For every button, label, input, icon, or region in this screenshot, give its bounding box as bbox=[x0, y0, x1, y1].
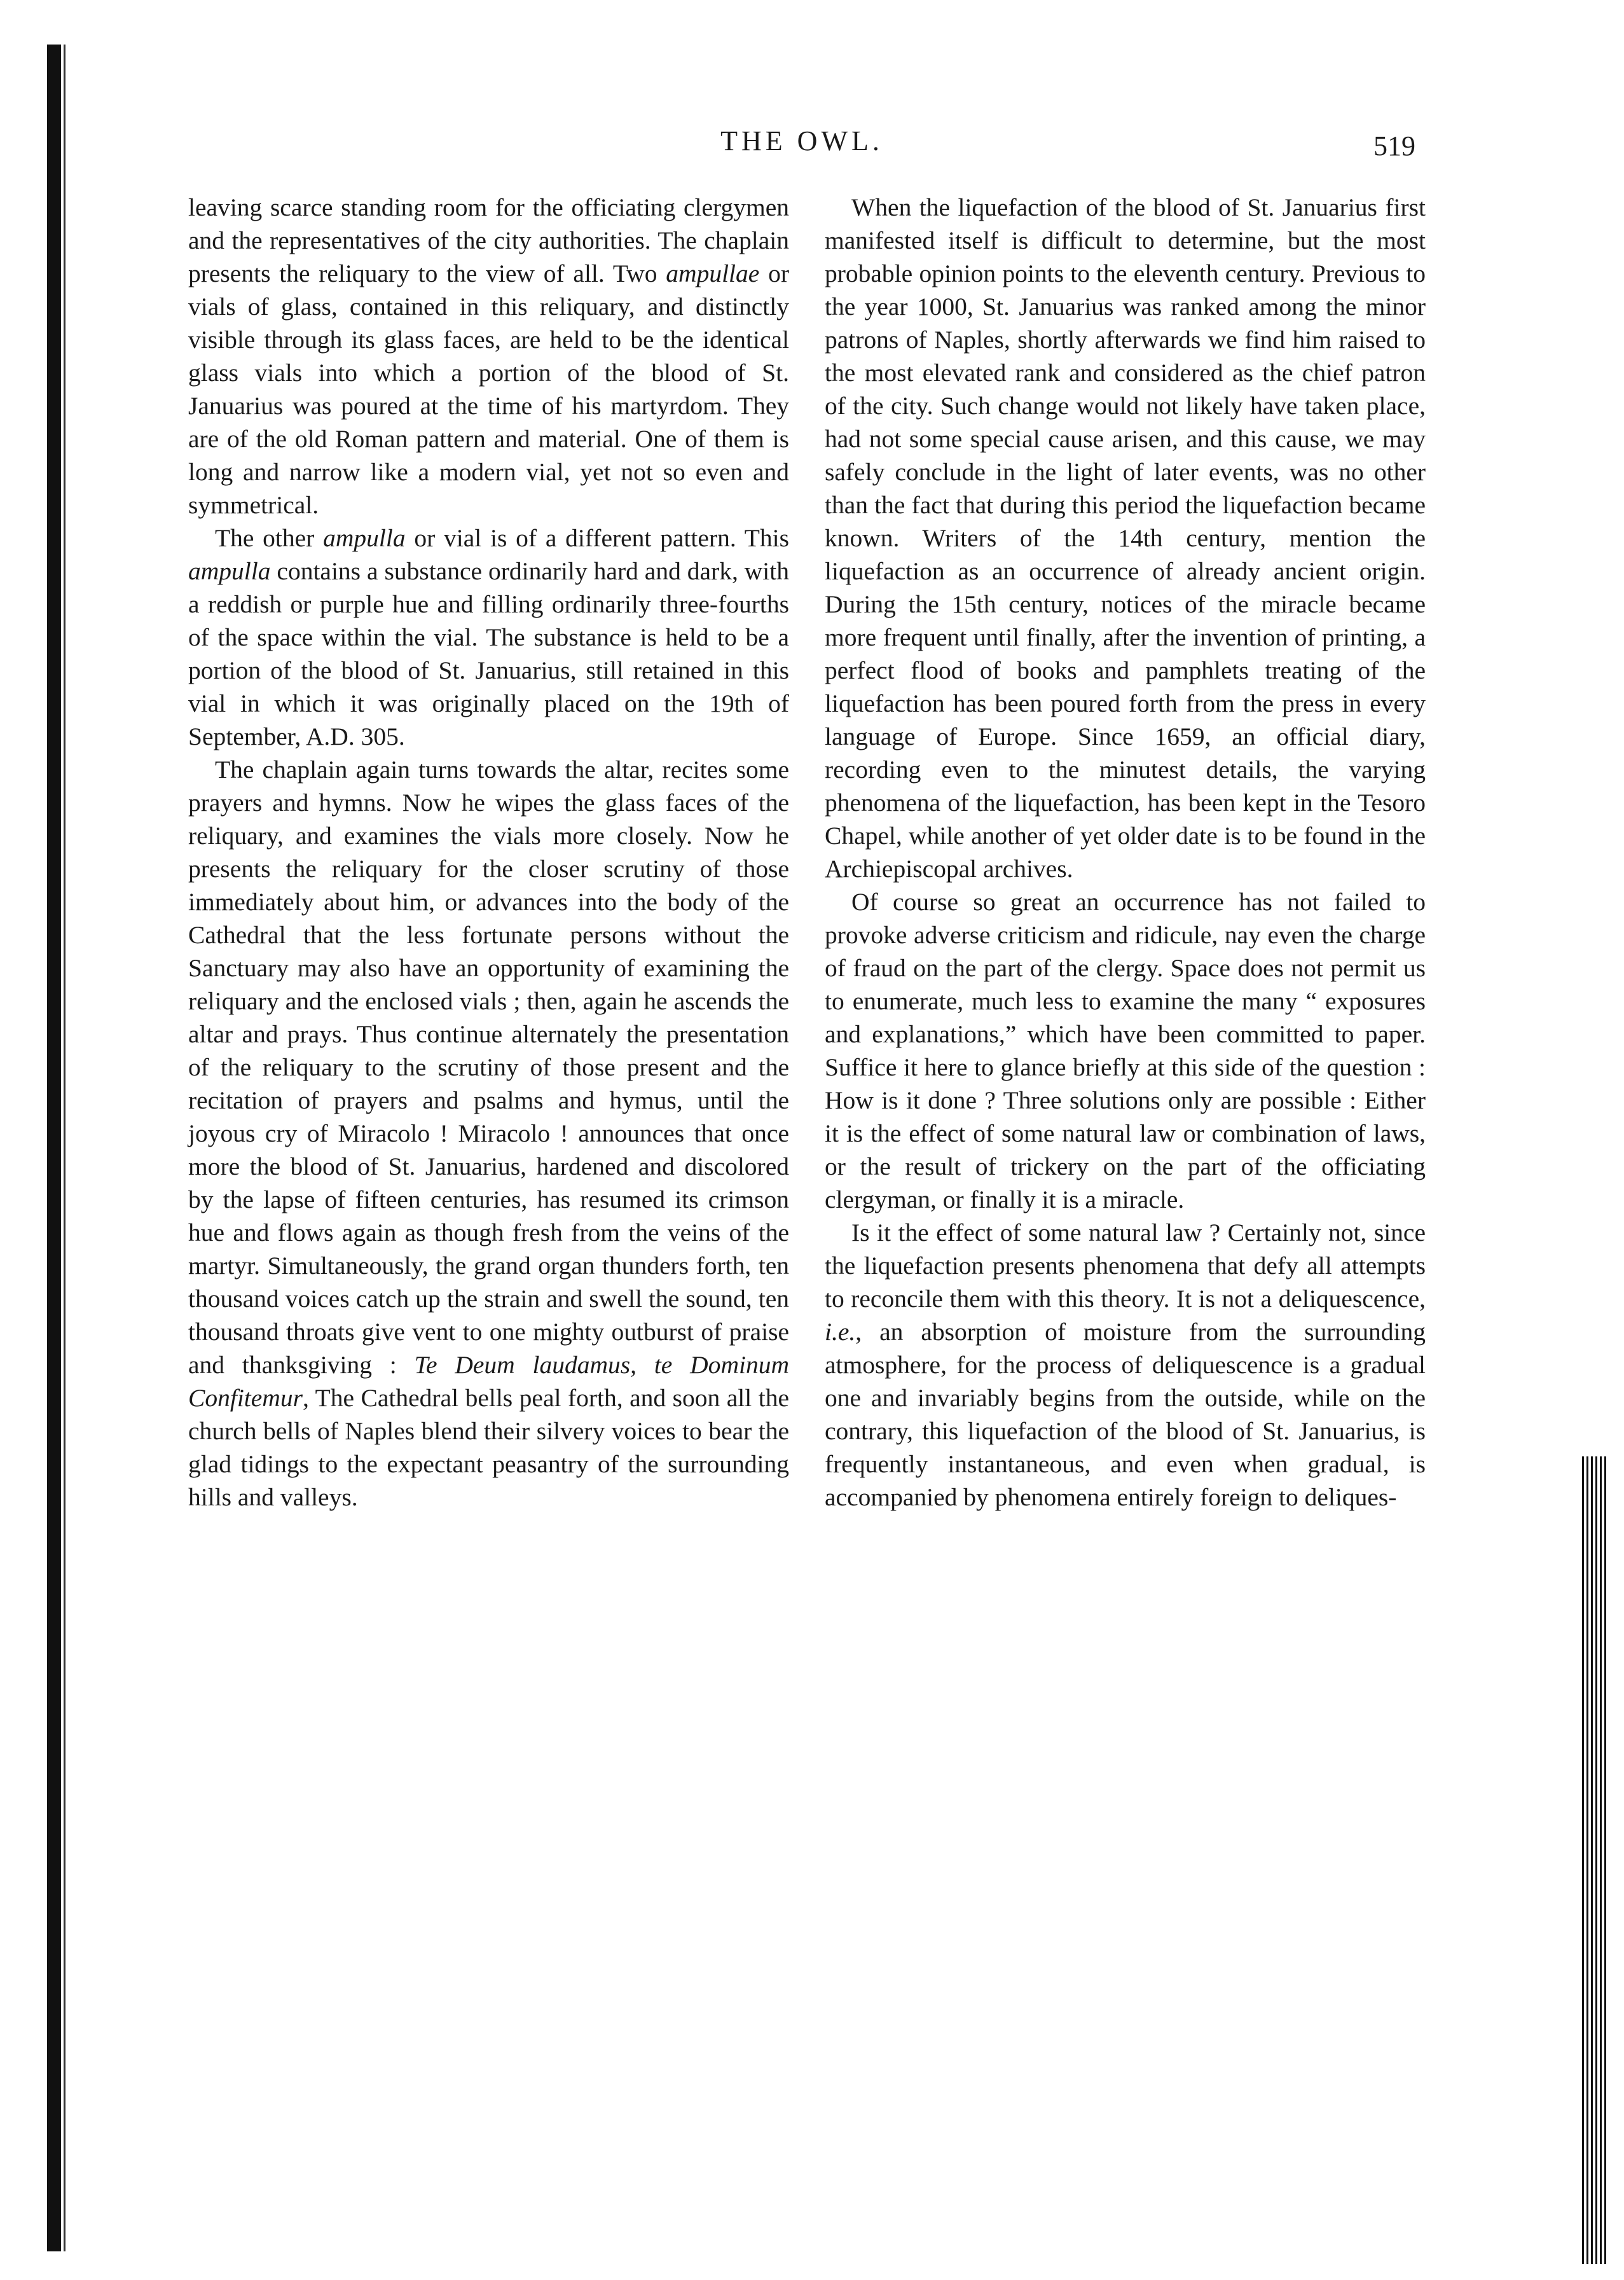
page-number: 519 bbox=[1373, 130, 1415, 162]
scan-page-edge bbox=[1582, 1456, 1607, 2264]
scan-binding-edge bbox=[47, 45, 61, 2251]
paragraph: Of course so great an occurrence has not failed to provoke adverse criticism and ridicule, nay even the charge of fraud on the part of the clergy. Space does not permit us to enumerate, much less to examine the many “ exposures and explanations,” which have been committed to paper. Suffice it here to glance briefly at this side of the question : How is it done ? Three solutions only are possible : Either it is the effect of some natural law or combination of laws, or the result of trickery on the part of the officiating clergyman, or finally it is a miracle. bbox=[825, 888, 1426, 1213]
running-title: THE OWL. bbox=[720, 125, 883, 156]
text-run: , The Cathedral bells peal forth, and soon all the church bells of Naples blend their silvery voices to bear the glad tidings to the expectant peasantry of the surrounding hills and valleys. bbox=[188, 1384, 789, 1511]
italic-term: ampulla bbox=[323, 524, 406, 552]
text-run: The chaplain again turns towards the altar, recites some prayers and hymns. Now he wipes the glass faces of the reliquary, and examines the vials more closely. Now he presents the reliquary for the closer scrutiny of those immediately about him, or advances into the body of the Cathedral that the less fortunate persons without the Sanctuary may also have an opportunity of examining the reliquary and the enclosed vials ; then, again he ascends the altar and prays. Thus continue alternately the presentation of the reliquary to the scrutiny of those present and the recitation of prayers and psalms and hymus, until the joyous cry of Miracolo ! Miracolo ! announces that once more the blood of St. Januarius, hardened and discolored by the lapse of fifteen centuries, has resumed its crimson hue and flows again as though fresh from the veins of the martyr. Simultaneously, the grand organ thunders forth, ten thousand voices catch up the strain and swell the sound, ten thousand throats give vent to one mighty outburst of praise and thanksgiving : bbox=[188, 756, 789, 1379]
text-run: , an absorption of moisture from the surrounding atmosphere, for the process of deliquescence is a gradual one and invariably begins from the outside, while on the contrary, this liquefaction of the blood of St. Januarius, is frequently instantaneous, and even when gradual, is accompanied by phenomena entirely foreign to deliques- bbox=[825, 1318, 1426, 1511]
text-run: leaving scarce standing room for the officiating clergymen and the representatives of the city authorities. The chaplain presents the reliquary to the view of all. Two bbox=[188, 193, 789, 287]
text-run: or vial is of a different pattern. This bbox=[405, 524, 790, 552]
paragraph bbox=[825, 1216, 1426, 1514]
italic-latin-phrase: Te Deum laudamus, te Dominum Confitemur bbox=[188, 1351, 789, 1412]
left-column bbox=[188, 191, 789, 1514]
text-run: Is it the effect of some natural law ? Certainly not, since the liquefaction presents phenomena that defy all attempts to reconcile them with this theory. It is not a deliquescence, bbox=[825, 1219, 1426, 1313]
paragraph bbox=[188, 753, 789, 1514]
paragraph: When the liquefaction of the blood of St. Januarius first manifested itself is difficult to determine, but the most probable opinion points to the eleventh century. Previous to the year 1000, St. Januarius was ranked among the minor patrons of Naples, shortly afterwards we find him raised to the most elevated rank and considered as the chief patron of the city. Such change would not likely have taken place, had not some special cause arisen, and this cause, we may safely conclude in the light of later events, was no other than the fact that during this period the liquefaction became known. Writers of the 14th century, mention the liquefaction as an occurrence of already ancient origin. During the 15th century, notices of the miracle became more frequent until finally, after the invention of printing, a perfect flood of books and pamphlets treating of the liquefaction has been poured forth from the press in every language of Europe. Since 1659, an official diary, recording even to the minutest details, the varying phenomena of the liquefaction, has been kept in the Tesoro Chapel, while another of yet older date is to be found in the Archiepiscopal archives. bbox=[825, 193, 1426, 883]
paragraph bbox=[188, 522, 789, 753]
text-run: or vials of glass, contained in this reliquary, and distinctly visible through its glass faces, are held to be the identical glass vials into which a portion of the blood of St. Januarius was poured at the time of his martyrdom. They are of the old Roman pattern and material. One of them is long and narrow like a modern vial, yet not so even and symmetrical. bbox=[188, 259, 790, 519]
running-head bbox=[188, 125, 1415, 169]
text-run: The other bbox=[215, 524, 324, 552]
italic-term: ampulla bbox=[188, 557, 271, 585]
text-run: contains a substance ordinarily hard and dark, with a reddish or purple hue and filling ordinarily three-fourths of the space within the vial. The substance is held to be a portion of the blood of St. Januarius, still retained in this vial in which it was originally placed on the 19th of September, A.D. 305. bbox=[188, 557, 789, 750]
paragraph bbox=[188, 191, 789, 522]
italic-term: ampullae bbox=[666, 259, 760, 287]
right-column bbox=[825, 191, 1426, 1514]
italic-abbreviation: i.e. bbox=[825, 1318, 856, 1346]
